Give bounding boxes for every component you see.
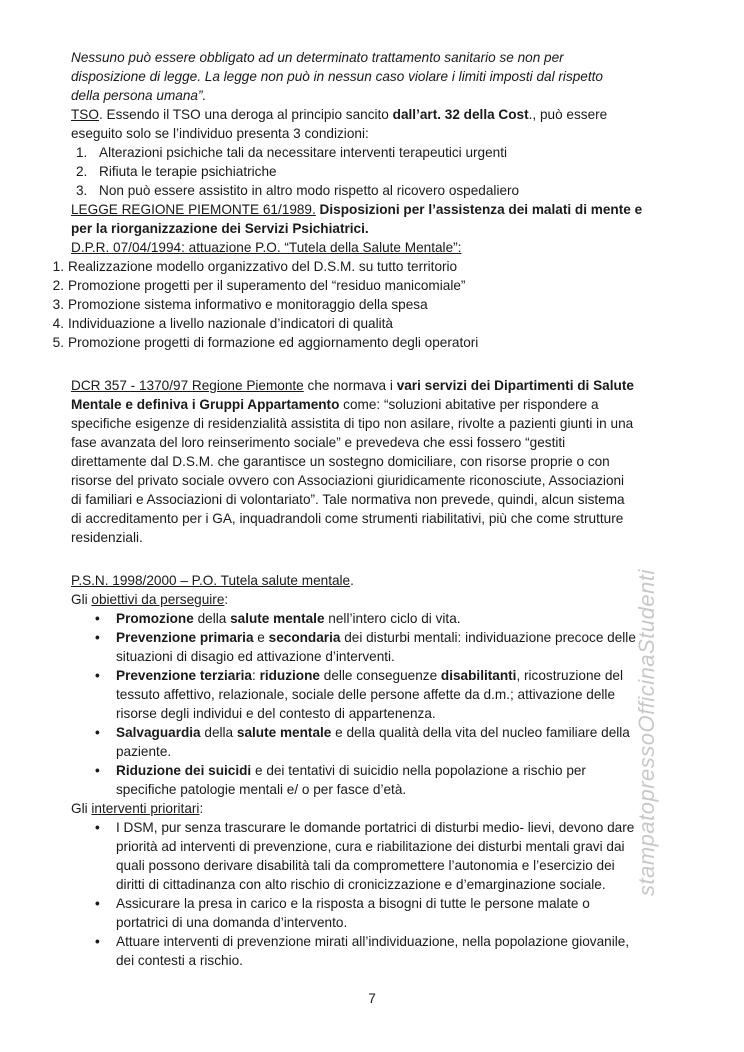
objectives-label: obiettivi da perseguire bbox=[91, 592, 225, 607]
text: Attuare interventi di prevenzione mirati all’individuazione, nella popolazione giovanile, bbox=[116, 934, 630, 949]
list-number: 5. bbox=[52, 335, 64, 350]
priorities-heading bbox=[71, 799, 675, 818]
text: Assicurare la presa in carico e la risposta a bisogni di tutte le persone malate o bbox=[116, 896, 590, 911]
priorities-text: : bbox=[199, 801, 204, 816]
text: della bbox=[193, 611, 231, 626]
bold-text: Riduzione dei suicidi bbox=[116, 763, 252, 778]
list-item bbox=[0, 333, 640, 352]
quote-line: Nessuno può essere obbligato ad un determinato trattamento sanitario se non per bbox=[71, 50, 564, 65]
text: I DSM, pur senza trascurare le domande portatrici di disturbi medio- lievi, devono dare bbox=[116, 820, 635, 835]
objectives-heading bbox=[71, 590, 675, 609]
text: e bbox=[253, 630, 269, 645]
tso-paragraph bbox=[71, 105, 675, 124]
tso-line: eseguito solo se l’individuo presenta 3 condizioni: bbox=[71, 126, 369, 141]
text: dei disturbi mentali: individuazione precoce delle bbox=[340, 630, 636, 645]
text: quali possono derivare disabilità tali da compromettere l’autonomia e l’esercizio dei bbox=[116, 858, 615, 873]
law-heading bbox=[71, 200, 675, 219]
list-text: Promozione progetti di formazione ed aggiornamento degli operatori bbox=[68, 335, 479, 350]
dcr-line bbox=[71, 395, 675, 414]
bullet-icon: • bbox=[95, 820, 100, 835]
dcr-line bbox=[71, 376, 675, 395]
text: e della qualità della vita del nucleo familiare della bbox=[331, 725, 630, 740]
bullet-icon: • bbox=[95, 934, 100, 949]
list-item bbox=[71, 181, 675, 200]
text: delle conseguenze bbox=[319, 668, 441, 683]
tso-label: TSO bbox=[71, 107, 99, 122]
law-title-line: per la riorganizzazione dei Servizi Psichiatrici. bbox=[71, 221, 369, 236]
bullet-icon: • bbox=[95, 668, 100, 683]
dcr-line: di familiari e Associazioni di volontariato”. Tale normativa non prevede, quindi, alcun sistema bbox=[71, 492, 625, 507]
bold-text: Salvaguardia bbox=[116, 725, 201, 740]
dpr-list bbox=[0, 257, 640, 352]
list-number: 4. bbox=[52, 316, 64, 331]
bullet-icon: • bbox=[95, 611, 100, 626]
dcr-line: direttamente dal D.S.M. che garantisce un sostegno domiciliare, con risorse proprie o con bbox=[71, 454, 610, 469]
psn-label: P.S.N. 1998/2000 – P.O. Tutela salute mentale bbox=[71, 573, 351, 588]
text: specifiche patologie mentali e/ o per fasce d’età. bbox=[116, 782, 407, 797]
text: diritti di cittadinanza con alto rischio di cronicizzazione e d’emarginazione sociale. bbox=[116, 877, 606, 892]
objectives-text: : bbox=[224, 592, 229, 607]
list-number: 2. bbox=[52, 278, 64, 293]
dcr-line: di accreditamento per i GA, inquadrandoli come strumenti riabilitativi, più che come strutture bbox=[71, 511, 624, 526]
bold-text: Promozione bbox=[116, 611, 194, 626]
dcr-section bbox=[71, 376, 675, 547]
conditions-list bbox=[71, 143, 675, 200]
list-item bbox=[91, 723, 675, 761]
list-item bbox=[71, 143, 675, 162]
list-text: Non può essere assistito in altro modo rispetto al ricovero ospedaliero bbox=[99, 183, 520, 198]
bold-text: disabilitanti bbox=[440, 668, 517, 683]
list-text: Promozione sistema informativo e monitoraggio della spesa bbox=[68, 297, 428, 312]
dcr-bold: Mentale e definiva i Gruppi Appartamento bbox=[71, 397, 340, 412]
watermark-text: stampatopressoOfficinaStudenti bbox=[634, 569, 659, 896]
list-item bbox=[91, 818, 675, 894]
bullet-icon: • bbox=[95, 896, 100, 911]
list-item bbox=[91, 932, 675, 970]
psn-heading bbox=[71, 571, 675, 590]
text: : bbox=[252, 668, 260, 683]
page-number: 7 bbox=[368, 991, 376, 1006]
bold-text: salute mentale bbox=[230, 611, 325, 626]
dcr-line: specifiche esigenze di residenzialità assistita di tipo non asilare, rivolte a pazienti giunti in una bbox=[71, 416, 634, 431]
priorities-label: interventi prioritari bbox=[91, 801, 200, 816]
bullet-icon: • bbox=[95, 630, 100, 645]
list-item bbox=[0, 295, 640, 314]
law-label: LEGGE REGIONE PIEMONTE 61/1989. bbox=[71, 202, 316, 217]
dcr-text: che normava i bbox=[303, 378, 397, 393]
text: priorità ad interventi di prevenzione, cura e riabilitazione dei disturbi mentali gravi dai bbox=[116, 839, 625, 854]
dcr-line: residenziali. bbox=[71, 530, 143, 545]
tso-text: . Essendo il TSO una deroga al principio sancito bbox=[98, 107, 393, 122]
quote-line: disposizione di legge. La legge non può in nessun caso violare i limiti imposti dal rispetto bbox=[71, 69, 603, 84]
watermark bbox=[626, 556, 666, 896]
bold-text: Prevenzione terziaria bbox=[116, 668, 252, 683]
list-number: 3. bbox=[76, 183, 88, 198]
priorities-list bbox=[91, 818, 675, 970]
list-item bbox=[91, 894, 675, 932]
list-number: 2. bbox=[76, 164, 88, 179]
dcr-line: risorse del privato sociale ovvero con Associazioni giuridicamente riconosciute, Associazioni bbox=[71, 473, 625, 488]
dpr-label: D.P.R. 07/04/1994: attuazione P.O. “Tutela della Salute Mentale”: bbox=[71, 240, 462, 255]
list-item bbox=[0, 276, 640, 295]
bullet-icon: • bbox=[95, 763, 100, 778]
list-text: Rifiuta le terapie psichiatriche bbox=[99, 164, 277, 179]
list-item bbox=[91, 609, 675, 628]
list-text: Promozione progetti per il superamento del “residuo manicomiale” bbox=[68, 278, 466, 293]
psn-text: . bbox=[350, 573, 354, 588]
list-item bbox=[91, 666, 675, 723]
list-number: 1. bbox=[52, 259, 64, 274]
text: risorse degli individui e del contesto di appartenenza. bbox=[116, 706, 436, 721]
list-number: 1. bbox=[76, 145, 88, 160]
dcr-bold: vari servizi dei Dipartimenti di Salute bbox=[396, 378, 634, 393]
tso-text: ., può essere bbox=[528, 107, 608, 122]
law-title: Disposizioni per l’assistenza dei malati di mente e bbox=[315, 202, 643, 217]
objectives-list bbox=[91, 609, 675, 799]
list-text: Realizzazione modello organizzativo del D.S.M. su tutto territorio bbox=[68, 259, 458, 274]
text: dei contesti a rischio. bbox=[116, 953, 243, 968]
list-text: Individuazione a livello nazionale d’indicatori di qualità bbox=[68, 316, 393, 331]
bold-text: Prevenzione primaria bbox=[116, 630, 254, 645]
list-item bbox=[71, 162, 675, 181]
text: tessuto affettivo, relazionale, sociale delle persone affette da d.m.; attivazione delle bbox=[116, 687, 615, 702]
dcr-label: DCR 357 - 1370/97 Regione Piemonte bbox=[71, 378, 304, 393]
bold-text: riduzione bbox=[259, 668, 320, 683]
intro-section bbox=[71, 48, 675, 257]
tso-bold: dall’art. 32 della Cost bbox=[392, 107, 529, 122]
objectives-text: Gli bbox=[71, 592, 92, 607]
text: situazioni di disagio ed attivazione d’interventi. bbox=[116, 649, 395, 664]
bullet-icon: • bbox=[95, 725, 100, 740]
bold-text: salute mentale bbox=[236, 725, 332, 740]
text: della bbox=[200, 725, 237, 740]
list-item bbox=[91, 628, 675, 666]
dcr-line: fase avanzata del loro reinserimento sociale” e prevedeva che essi fossero “gestiti bbox=[71, 435, 566, 450]
bold-text: secondaria bbox=[268, 630, 341, 645]
text: e dei tentativi di suicidio nella popolazione a rischio per bbox=[251, 763, 586, 778]
dcr-text: come: “soluzioni abitative per rispondere a bbox=[339, 397, 599, 412]
psn-section bbox=[71, 571, 675, 970]
list-item bbox=[0, 257, 640, 276]
text: , ricostruzione del bbox=[516, 668, 623, 683]
list-number: 3. bbox=[52, 297, 64, 312]
quote-line: della persona umana”. bbox=[71, 88, 207, 103]
priorities-text: Gli bbox=[71, 801, 92, 816]
text: nell’intero ciclo di vita. bbox=[324, 611, 461, 626]
text: paziente. bbox=[116, 744, 172, 759]
list-item bbox=[0, 314, 640, 333]
list-item bbox=[91, 761, 675, 799]
list-text: Alterazioni psichiche tali da necessitare interventi terapeutici urgenti bbox=[99, 145, 508, 160]
text: portatrici di una domanda d’intervento. bbox=[116, 915, 348, 930]
